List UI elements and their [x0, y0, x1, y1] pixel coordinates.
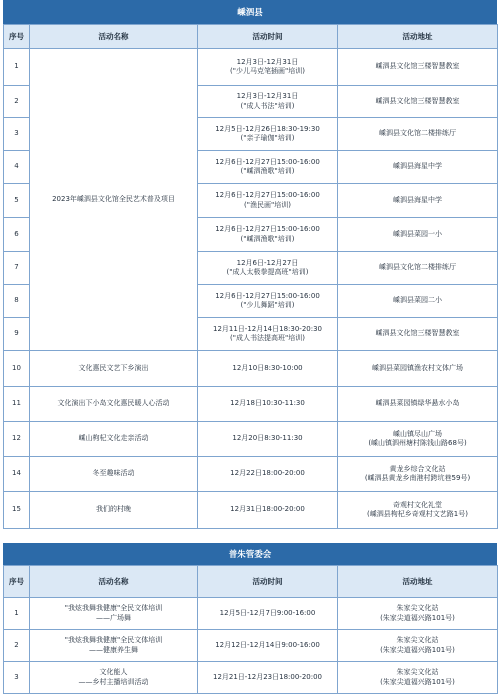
row-time: 12月6日-12月27日15:00-16:00 ("嵊泗渔歌"培训) [198, 151, 338, 184]
row-time: 12月20日8:30-11:30 [198, 422, 338, 457]
row-addr: 嵊泗县文化馆三楼智慧教室 [338, 49, 498, 86]
section-banner-puzhu [3, 543, 497, 565]
table-row [4, 630, 498, 662]
row-time: 12月5日-12月26日18:30-19:30 ("亲子瑜伽"培训) [198, 118, 338, 151]
row-time: 12月31日18:00-20:00 [198, 492, 338, 529]
row-addr: 嵊泗县菜园一小 [338, 218, 498, 252]
header-time: 活动时间 [198, 25, 338, 49]
row-no: 2 [4, 630, 30, 662]
section-banner-shengsi [3, 0, 497, 24]
header-no: 序号 [4, 566, 30, 598]
table-row [4, 49, 498, 86]
row-time: 12月12日-12月14日9:00-16:00 [198, 630, 338, 662]
row-addr: 奇观村文化礼堂 (嵊泗县枸杞乡奇观村文艺路1号) [338, 492, 498, 529]
row-no: 9 [4, 318, 30, 351]
table-row [4, 457, 498, 492]
row-no: 12 [4, 422, 30, 457]
row-no: 10 [4, 351, 30, 387]
header-name: 活动名称 [30, 25, 198, 49]
header-addr: 活动地址 [338, 566, 498, 598]
row-addr: 朱家尖文化站 (朱家尖道福兴路101号) [338, 662, 498, 694]
table-row [4, 492, 498, 529]
row-time: 12月6日-12月27日15:00-16:00 ("渔民画"培训) [198, 184, 338, 218]
row-addr: 朱家尖文化站 (朱家尖道福兴路101号) [338, 630, 498, 662]
row-no: 6 [4, 218, 30, 252]
section-spacer [3, 529, 497, 543]
row-addr: 嵊山镇尽山广场 (嵊山镇泗州塘村陈钱山路68号) [338, 422, 498, 457]
table-row [4, 598, 498, 630]
table-header-row [4, 25, 498, 49]
row-no: 5 [4, 184, 30, 218]
row-no: 14 [4, 457, 30, 492]
row-time: 12月6日-12月27日 ("成人太极拳提高班"培训) [198, 252, 338, 285]
row-addr: 嵊泗县海星中学 [338, 151, 498, 184]
header-name: 活动名称 [30, 566, 198, 598]
row-addr: 黄龙乡综合文化站 (嵊泗县黄龙乡南港村跨坑巷59号) [338, 457, 498, 492]
row-no: 3 [4, 118, 30, 151]
row-time: 12月3日-12月31日 ("少儿马克笔插画"培训) [198, 49, 338, 86]
table-row [4, 422, 498, 457]
header-no: 序号 [4, 25, 30, 49]
header-addr: 活动地址 [338, 25, 498, 49]
row-time: 12月22日18:00-20:00 [198, 457, 338, 492]
table-row [4, 387, 498, 422]
row-no: 7 [4, 252, 30, 285]
header-time: 活动时间 [198, 566, 338, 598]
row-addr: 嵊泗县文化馆二楼排练厅 [338, 118, 498, 151]
row-name: 嵊山枸杞文化走亲活动 [30, 422, 198, 457]
row-no: 4 [4, 151, 30, 184]
row-addr: 嵊泗县菜园镇绿华悬水小岛 [338, 387, 498, 422]
row-no: 1 [4, 598, 30, 630]
row-name: 文化演出下小岛文化惠民暖人心活动 [30, 387, 198, 422]
section-title: 嵊泗县 [237, 8, 263, 18]
row-addr: 嵊泗县文化馆二楼排练厅 [338, 252, 498, 285]
row-name: 冬至趣味活动 [30, 457, 198, 492]
row-time: 12月10日8:30-10:00 [198, 351, 338, 387]
table-row [4, 662, 498, 694]
row-addr: 朱家尖文化站 (朱家尖道福兴路101号) [338, 598, 498, 630]
row-name: "我炫我舞我健康"全民文体培训 ——广场舞 [30, 598, 198, 630]
row-addr: 嵊泗县文化馆三楼智慧教室 [338, 86, 498, 118]
row-addr: 嵊泗县海星中学 [338, 184, 498, 218]
merged-activity-name: 2023年嵊泗县文化馆全民艺术普及项目 [30, 49, 198, 351]
row-time: 12月5日-12月7日9:00-16:00 [198, 598, 338, 630]
table-header-row [4, 566, 498, 598]
row-no: 1 [4, 49, 30, 86]
row-name: 我们的村晚 [30, 492, 198, 529]
row-no: 11 [4, 387, 30, 422]
section-title: 普朱管委会 [228, 550, 272, 560]
row-time: 12月18日10:30-11:30 [198, 387, 338, 422]
row-name: 文化能人 ——乡村主播培训活动 [30, 662, 198, 694]
row-time: 12月21日-12月23日18:00-20:00 [198, 662, 338, 694]
row-addr: 嵊泗县菜园镇渔农村文体广场 [338, 351, 498, 387]
table-row [4, 351, 498, 387]
activity-table-shengsi [3, 24, 498, 529]
row-no: 8 [4, 285, 30, 318]
row-name: "我炫我舞我健康"全民文体培训 ——健康养生舞 [30, 630, 198, 662]
row-addr: 嵊泗县文化馆三楼智慧教室 [338, 318, 498, 351]
row-no: 15 [4, 492, 30, 529]
row-addr: 嵊泗县菜园二小 [338, 285, 498, 318]
row-name: 文化惠民文艺下乡演出 [30, 351, 198, 387]
row-no: 2 [4, 86, 30, 118]
activity-table-puzhu [3, 565, 498, 694]
row-time: 12月11日-12月14日18:30-20:30 ("成人书法提高班"培训) [198, 318, 338, 351]
row-time: 12月3日-12月31日 ("成人书法"培训) [198, 86, 338, 118]
row-no: 3 [4, 662, 30, 694]
row-time: 12月6日-12月27日15:00-16:00 ("嵊泗渔歌"培训) [198, 218, 338, 252]
row-time: 12月6日-12月27日15:00-16:00 ("少儿舞蹈"培训) [198, 285, 338, 318]
